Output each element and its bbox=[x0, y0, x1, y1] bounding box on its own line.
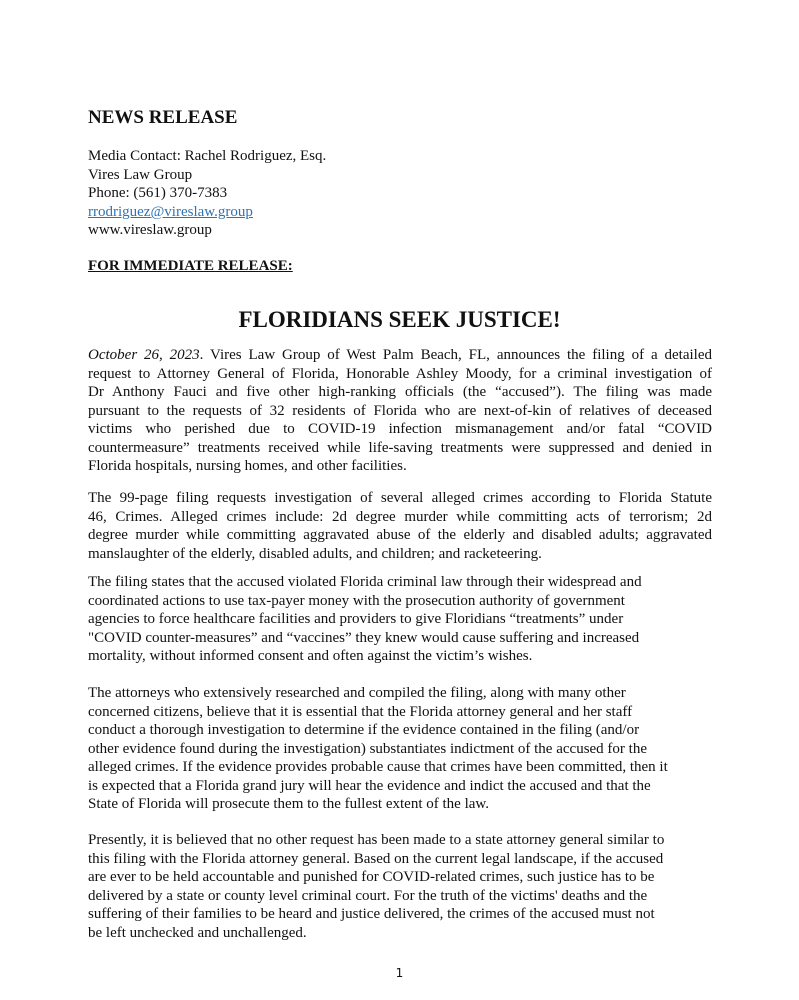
paragraph-line: The filing states that the accused violated Florida criminal law through their widespread and bbox=[88, 574, 642, 590]
paragraph-line: manslaughter of the elderly, disabled adults, and children; and racketeering. bbox=[88, 545, 542, 562]
paragraph-line: Florida hospitals, nursing homes, and other facilities. bbox=[88, 458, 407, 474]
paragraph-line: mortality, without informed consent and often against the victim’s wishes. bbox=[88, 648, 533, 664]
paragraph-line: other evidence found during the investigation) substantiates indictment of the accused for the bbox=[88, 740, 647, 757]
media-contact: Media Contact: Rachel Rodriguez, Esq. bbox=[88, 148, 327, 164]
paragraph-line: alleged crimes. If the evidence provides probable cause that crimes have been committed, then it bbox=[88, 759, 668, 775]
paragraph-line: Dr Anthony Fauci and five other high-ranking officials (the “accused”). The filing was made bbox=[88, 384, 712, 400]
paragraph-line: "COVID counter-measures” and “vaccines” they knew would cause suffering and increased bbox=[88, 629, 640, 646]
headline: FLORIDIANS SEEK JUSTICE! bbox=[238, 307, 561, 332]
paragraph-line: countermeasure” treatments received while life-saving treatments were suppressed and denied in bbox=[88, 439, 712, 456]
paragraph-line: this filing with the Florida attorney general. Based on the current legal landscape, if the accused bbox=[88, 850, 664, 867]
paragraph-line: October 26, 2023. Vires Law Group of West Palm Beach, FL, announces the filing of a detailed bbox=[88, 347, 712, 363]
paragraph-presently bbox=[88, 831, 712, 942]
immediate-release-label: FOR IMMEDIATE RELEASE: bbox=[88, 258, 293, 274]
paragraph-line: is expected that a Florida grand jury will hear the evidence and indict the accused and that the bbox=[88, 777, 651, 794]
paragraph-line: degree murder while committing aggravated abuse of the elderly and disabled adults; aggravated bbox=[88, 527, 712, 543]
paragraph-line: The 99-page filing requests investigation of several alleged crimes according to Florida Statute bbox=[88, 490, 712, 506]
firm-name: Vires Law Group bbox=[88, 167, 193, 183]
paragraph-line: be left unchecked and unchallenged. bbox=[88, 924, 307, 941]
page-number: 1 bbox=[395, 966, 404, 980]
paragraph-line: request to Attorney General of Florida, Honorable Ashley Moody, for a criminal investigation of bbox=[88, 365, 712, 382]
paragraph-line: are ever to be held accountable and punished for COVID-related crimes, such justice has to be bbox=[88, 869, 655, 885]
paragraph-line: delivered by a state or county level criminal court. For the truth of the victims' deaths and the bbox=[88, 887, 648, 904]
paragraph-attorneys bbox=[88, 684, 712, 814]
paragraph-line: State of Florida will prosecute them to the fullest extent of the law. bbox=[88, 796, 490, 812]
paragraph-line: suffering of their families to be heard and justice delivered, the crimes of the accused must not bbox=[88, 906, 655, 922]
website-text: www.vireslaw.group bbox=[88, 222, 212, 238]
paragraph-filing-states bbox=[88, 573, 712, 666]
paragraph-alleged-crimes bbox=[88, 489, 712, 563]
paragraph-line: The attorneys who extensively researched and compiled the filing, along with many other bbox=[88, 685, 626, 701]
paragraph-line: coordinated actions to use tax-payer money with the prosecution authority of government bbox=[88, 592, 625, 609]
paragraph-line: 46, Crimes. Alleged crimes include: 2d degree murder while committing acts of terrorism; 2d bbox=[88, 508, 712, 525]
phone-number: Phone: (561) 370-7383 bbox=[88, 185, 228, 201]
paragraph-announcement bbox=[88, 346, 712, 476]
paragraph-line: conduct a thorough investigation to determine if the evidence contained in the filing (and/or bbox=[88, 722, 640, 738]
email-link[interactable]: rrodriguez@vireslaw.group bbox=[88, 204, 253, 220]
paragraph-line: agencies to force healthcare facilities and providers to give Floridians “treatments” under bbox=[88, 611, 624, 627]
release-date: October 26, 2023 bbox=[88, 347, 200, 363]
paragraph-line: victims who perished due to COVID-19 infection mismanagement and/or fatal “COVID bbox=[88, 421, 712, 437]
paragraph-line: concerned citizens, believe that it is essential that the Florida attorney general and her staff bbox=[88, 703, 633, 720]
paragraph-line: Presently, it is believed that no other request has been made to a state attorney general similar to bbox=[88, 832, 665, 848]
news-release-label: NEWS RELEASE bbox=[88, 107, 238, 128]
paragraph-line: pursuant to the requests of 32 residents of Florida who are next-of-kin of relatives of deceased bbox=[88, 402, 712, 419]
